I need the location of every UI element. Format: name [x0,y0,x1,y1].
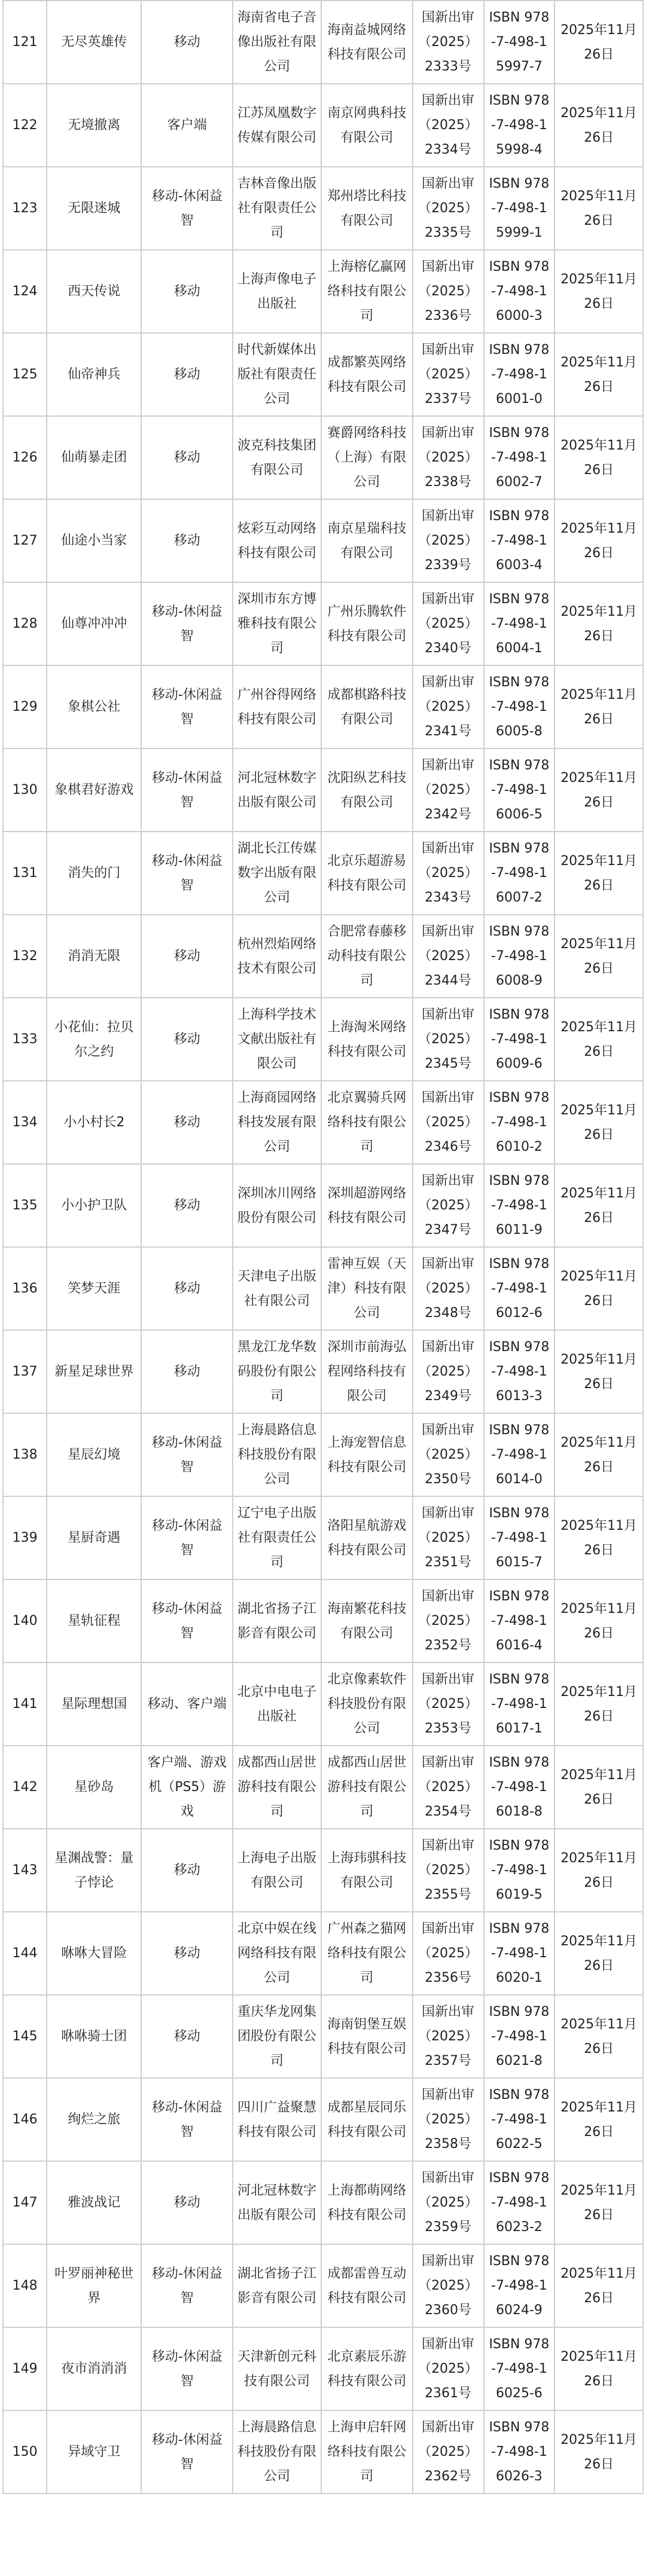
row-number: 128 [3,582,47,665]
game-platform: 移动 [141,250,233,333]
game-name: 象棋君好游戏 [47,748,141,832]
operator-name: 北京乐超游易科技有限公司 [321,832,413,915]
row-number: 127 [3,499,47,582]
approval-date: 2025年11月26日 [554,1081,643,1164]
operator-name: 成都繁英网络科技有限公司 [321,333,413,416]
operator-name: 广州乐腾软件科技有限公司 [321,582,413,665]
publisher-name: 北京中娱在线网络科技有限公司 [233,1912,321,1995]
approval-number: 国新出审（2025）2341号 [413,665,484,748]
row-number: 121 [3,1,47,84]
approval-date: 2025年11月26日 [554,1330,643,1413]
game-name: 笑梦天涯 [47,1247,141,1330]
approval-number: 国新出审（2025）2362号 [413,2410,484,2494]
isbn-number: ISBN 978-7-498-16014-0 [484,1413,555,1496]
game-platform: 移动-休闲益智 [141,582,233,665]
isbn-number: ISBN 978-7-498-16023-2 [484,2161,555,2244]
approval-date: 2025年11月26日 [554,832,643,915]
approval-number: 国新出审（2025）2361号 [413,2327,484,2410]
table-row [3,582,643,665]
publisher-name: 重庆华龙网集团股份有限公司 [233,1995,321,2078]
approval-number: 国新出审（2025）2356号 [413,1912,484,1995]
game-name: 星厨奇遇 [47,1496,141,1579]
publisher-name: 上海晨路信息科技股份有限公司 [233,1413,321,1496]
approval-number: 国新出审（2025）2359号 [413,2161,484,2244]
approval-date: 2025年11月26日 [554,1829,643,1912]
table-row [3,1413,643,1496]
approval-number: 国新出审（2025）2336号 [413,250,484,333]
approval-date: 2025年11月26日 [554,1247,643,1330]
approval-date: 2025年11月26日 [554,250,643,333]
approval-number: 国新出审（2025）2342号 [413,748,484,832]
operator-name: 赛爵网络科技（上海）有限公司 [321,416,413,499]
approval-date: 2025年11月26日 [554,1164,643,1247]
game-name: 无限迷城 [47,167,141,250]
operator-name: 深圳市前海弘程网络科技有限公司 [321,1330,413,1413]
operator-name: 北京像素软件科技股份有限公司 [321,1663,413,1746]
row-number: 125 [3,333,47,416]
table-row [3,416,643,499]
approval-number: 国新出审（2025）2337号 [413,333,484,416]
isbn-number: ISBN 978-7-498-16001-0 [484,333,555,416]
operator-name: 上海申启轩网络科技有限公司 [321,2410,413,2494]
table-row [3,250,643,333]
operator-name: 洛阳星航游戏科技有限公司 [321,1496,413,1579]
publisher-name: 江苏凤凰数字传媒有限公司 [233,84,321,167]
table-row [3,1746,643,1829]
publisher-name: 四川广益聚慧科技有限公司 [233,2078,321,2161]
isbn-number: ISBN 978-7-498-16018-8 [484,1746,555,1829]
row-number: 149 [3,2327,47,2410]
publisher-name: 湖北省扬子江影音有限公司 [233,2244,321,2327]
approval-date: 2025年11月26日 [554,416,643,499]
game-name: 咻咻骑士团 [47,1995,141,2078]
game-platform: 移动 [141,416,233,499]
approval-date: 2025年11月26日 [554,1746,643,1829]
operator-name: 成都西山居世游科技有限公司 [321,1746,413,1829]
isbn-number: ISBN 978-7-498-16007-2 [484,832,555,915]
row-number: 124 [3,250,47,333]
game-name: 星轨征程 [47,1579,141,1663]
publisher-name: 天津新创元科技有限公司 [233,2327,321,2410]
game-platform: 移动 [141,915,233,998]
isbn-number: ISBN 978-7-498-16025-6 [484,2327,555,2410]
game-name: 小小护卫队 [47,1164,141,1247]
approval-date: 2025年11月26日 [554,2078,643,2161]
table-row [3,748,643,832]
publisher-name: 上海电子出版有限公司 [233,1829,321,1912]
approval-date: 2025年11月26日 [554,1912,643,1995]
row-number: 137 [3,1330,47,1413]
game-name: 消消无限 [47,915,141,998]
operator-name: 海南钥堡互娱科技有限公司 [321,1995,413,2078]
table-row [3,2410,643,2494]
approval-number: 国新出审（2025）2351号 [413,1496,484,1579]
row-number: 122 [3,84,47,167]
isbn-number: ISBN 978-7-498-15998-4 [484,84,555,167]
table-row [3,1,643,84]
game-name: 星渊战警：量子悖论 [47,1829,141,1912]
table-row [3,499,643,582]
operator-name: 深圳超游网络科技有限公司 [321,1164,413,1247]
table-row [3,2161,643,2244]
isbn-number: ISBN 978-7-498-15999-1 [484,167,555,250]
approval-number: 国新出审（2025）2335号 [413,167,484,250]
publisher-name: 成都西山居世游科技有限公司 [233,1746,321,1829]
game-platform: 客户端 [141,84,233,167]
publisher-name: 广州谷得网络科技有限公司 [233,665,321,748]
approval-number: 国新出审（2025）2346号 [413,1081,484,1164]
game-platform: 移动-休闲益智 [141,1579,233,1663]
game-name: 消失的门 [47,832,141,915]
approval-number: 国新出审（2025）2349号 [413,1330,484,1413]
game-platform: 移动-休闲益智 [141,832,233,915]
game-platform: 移动 [141,2161,233,2244]
approval-number: 国新出审（2025）2352号 [413,1579,484,1663]
row-number: 150 [3,2410,47,2494]
operator-name: 海南繁花科技有限公司 [321,1579,413,1663]
approval-date: 2025年11月26日 [554,1,643,84]
row-number: 135 [3,1164,47,1247]
game-platform: 移动 [141,1,233,84]
game-platform: 移动-休闲益智 [141,1413,233,1496]
table-row [3,1247,643,1330]
row-number: 136 [3,1247,47,1330]
game-platform: 客户端、游戏机（PS5）游戏 [141,1746,233,1829]
game-name: 小花仙：拉贝尔之约 [47,998,141,1081]
operator-name: 雷神互娱（天津）科技有限公司 [321,1247,413,1330]
publisher-name: 时代新媒体出版社有限责任公司 [233,333,321,416]
game-platform: 移动-休闲益智 [141,2327,233,2410]
approval-number: 国新出审（2025）2333号 [413,1,484,84]
publisher-name: 波克科技集团有限公司 [233,416,321,499]
publisher-name: 天津电子出版社有限公司 [233,1247,321,1330]
approval-date: 2025年11月26日 [554,333,643,416]
game-platform: 移动 [141,499,233,582]
row-number: 140 [3,1579,47,1663]
game-platform: 移动 [141,1912,233,1995]
approval-date: 2025年11月26日 [554,1995,643,2078]
isbn-number: ISBN 978-7-498-16004-1 [484,582,555,665]
approval-date: 2025年11月26日 [554,1663,643,1746]
table-row [3,915,643,998]
isbn-number: ISBN 978-7-498-16011-9 [484,1164,555,1247]
operator-name: 合肥常春藤移动科技有限公司 [321,915,413,998]
row-number: 132 [3,915,47,998]
publisher-name: 辽宁电子出版社有限责任公司 [233,1496,321,1579]
game-name: 新星足球世界 [47,1330,141,1413]
row-number: 123 [3,167,47,250]
row-number: 134 [3,1081,47,1164]
approval-date: 2025年11月26日 [554,915,643,998]
isbn-number: ISBN 978-7-498-16024-9 [484,2244,555,2327]
game-name: 叶罗丽神秘世界 [47,2244,141,2327]
publisher-name: 上海晨路信息科技股份有限公司 [233,2410,321,2494]
game-name: 星际理想国 [47,1663,141,1746]
game-name: 夜市消消消 [47,2327,141,2410]
table-row [3,1330,643,1413]
game-platform: 移动 [141,1164,233,1247]
isbn-number: ISBN 978-7-498-16003-4 [484,499,555,582]
row-number: 148 [3,2244,47,2327]
approval-table [2,0,644,2494]
table-row [3,1579,643,1663]
game-platform: 移动、客户端 [141,1663,233,1746]
approval-date: 2025年11月26日 [554,499,643,582]
game-platform: 移动 [141,1081,233,1164]
isbn-number: ISBN 978-7-498-16005-8 [484,665,555,748]
game-platform: 移动 [141,1330,233,1413]
table-row [3,167,643,250]
game-name: 异域守卫 [47,2410,141,2494]
game-platform: 移动-休闲益智 [141,665,233,748]
table-row [3,2244,643,2327]
isbn-number: ISBN 978-7-498-16012-6 [484,1247,555,1330]
isbn-number: ISBN 978-7-498-15997-7 [484,1,555,84]
game-platform: 移动 [141,1995,233,2078]
publisher-name: 黑龙江龙华数码股份有限公司 [233,1330,321,1413]
approval-number: 国新出审（2025）2355号 [413,1829,484,1912]
publisher-name: 河北冠林数字出版有限公司 [233,748,321,832]
table-row [3,832,643,915]
operator-name: 南京网典科技有限公司 [321,84,413,167]
approval-number: 国新出审（2025）2358号 [413,2078,484,2161]
row-number: 145 [3,1995,47,2078]
row-number: 130 [3,748,47,832]
table-row [3,1663,643,1746]
row-number: 129 [3,665,47,748]
approval-number: 国新出审（2025）2354号 [413,1746,484,1829]
game-name: 无尽英雄传 [47,1,141,84]
isbn-number: ISBN 978-7-498-16017-1 [484,1663,555,1746]
publisher-name: 河北冠林数字出版有限公司 [233,2161,321,2244]
table-body [3,1,643,2494]
row-number: 138 [3,1413,47,1496]
publisher-name: 吉林音像出版社有限责任公司 [233,167,321,250]
approval-number: 国新出审（2025）2357号 [413,1995,484,2078]
approval-number: 国新出审（2025）2340号 [413,582,484,665]
approval-date: 2025年11月26日 [554,1579,643,1663]
game-name: 仙尊冲冲冲 [47,582,141,665]
operator-name: 郑州塔比科技有限公司 [321,167,413,250]
approval-date: 2025年11月26日 [554,582,643,665]
approval-date: 2025年11月26日 [554,2244,643,2327]
game-name: 西天传说 [47,250,141,333]
row-number: 144 [3,1912,47,1995]
operator-name: 沈阳纵艺科技有限公司 [321,748,413,832]
table-row [3,1995,643,2078]
game-platform: 移动 [141,998,233,1081]
operator-name: 成都雷兽互动科技有限公司 [321,2244,413,2327]
approval-date: 2025年11月26日 [554,2410,643,2494]
approval-number: 国新出审（2025）2347号 [413,1164,484,1247]
game-platform: 移动 [141,1247,233,1330]
publisher-name: 湖北省扬子江影音有限公司 [233,1579,321,1663]
game-platform: 移动-休闲益智 [141,2410,233,2494]
row-number: 126 [3,416,47,499]
game-name: 雅波战记 [47,2161,141,2244]
table-row [3,665,643,748]
isbn-number: ISBN 978-7-498-16000-3 [484,250,555,333]
game-name: 仙帝神兵 [47,333,141,416]
table-row [3,2327,643,2410]
approval-date: 2025年11月26日 [554,998,643,1081]
operator-name: 上海淘米网络科技有限公司 [321,998,413,1081]
approval-date: 2025年11月26日 [554,748,643,832]
game-name: 星砂岛 [47,1746,141,1829]
approval-number: 国新出审（2025）2338号 [413,416,484,499]
approval-number: 国新出审（2025）2345号 [413,998,484,1081]
row-number: 131 [3,832,47,915]
publisher-name: 上海声像电子出版社 [233,250,321,333]
isbn-number: ISBN 978-7-498-16006-5 [484,748,555,832]
isbn-number: ISBN 978-7-498-16022-5 [484,2078,555,2161]
operator-name: 成都星辰同乐科技有限公司 [321,2078,413,2161]
operator-name: 北京素辰乐游科技有限公司 [321,2327,413,2410]
game-name: 仙萌暴走团 [47,416,141,499]
isbn-number: ISBN 978-7-498-16009-6 [484,998,555,1081]
row-number: 142 [3,1746,47,1829]
publisher-name: 深圳冰川网络股份有限公司 [233,1164,321,1247]
approval-date: 2025年11月26日 [554,84,643,167]
isbn-number: ISBN 978-7-498-16016-4 [484,1579,555,1663]
table-row [3,1829,643,1912]
row-number: 133 [3,998,47,1081]
approval-date: 2025年11月26日 [554,665,643,748]
approval-number: 国新出审（2025）2350号 [413,1413,484,1496]
game-platform: 移动 [141,1829,233,1912]
game-name: 咻咻大冒险 [47,1912,141,1995]
approval-date: 2025年11月26日 [554,2327,643,2410]
isbn-number: ISBN 978-7-498-16021-8 [484,1995,555,2078]
operator-name: 上海都萌网络科技有限公司 [321,2161,413,2244]
publisher-name: 深圳市东方博雅科技有限公司 [233,582,321,665]
game-platform: 移动-休闲益智 [141,2244,233,2327]
isbn-number: ISBN 978-7-498-16002-7 [484,416,555,499]
game-name: 绚烂之旅 [47,2078,141,2161]
operator-name: 海南益城网络科技有限公司 [321,1,413,84]
game-platform: 移动 [141,333,233,416]
isbn-number: ISBN 978-7-498-16026-3 [484,2410,555,2494]
approval-number: 国新出审（2025）2343号 [413,832,484,915]
game-platform: 移动-休闲益智 [141,167,233,250]
operator-name: 北京翼骑兵网络科技有限公司 [321,1081,413,1164]
publisher-name: 北京中电电子出版社 [233,1663,321,1746]
approval-date: 2025年11月26日 [554,167,643,250]
publisher-name: 杭州烈焰网络技术有限公司 [233,915,321,998]
row-number: 139 [3,1496,47,1579]
operator-name: 成都棋路科技有限公司 [321,665,413,748]
operator-name: 南京星瑞科技有限公司 [321,499,413,582]
publisher-name: 上海商园网络科技发展有限公司 [233,1081,321,1164]
isbn-number: ISBN 978-7-498-16019-5 [484,1829,555,1912]
game-name: 小小村长2 [47,1081,141,1164]
publisher-name: 海南省电子音像出版社有限公司 [233,1,321,84]
table-row [3,333,643,416]
operator-name: 广州森之猫网络科技有限公司 [321,1912,413,1995]
approval-number: 国新出审（2025）2334号 [413,84,484,167]
isbn-number: ISBN 978-7-498-16008-9 [484,915,555,998]
row-number: 147 [3,2161,47,2244]
isbn-number: ISBN 978-7-498-16010-2 [484,1081,555,1164]
publisher-name: 炫彩互动网络科技有限公司 [233,499,321,582]
game-name: 仙途小当家 [47,499,141,582]
operator-name: 上海榕亿赢网络科技有限公司 [321,250,413,333]
isbn-number: ISBN 978-7-498-16020-1 [484,1912,555,1995]
approval-date: 2025年11月26日 [554,1496,643,1579]
approval-number: 国新出审（2025）2360号 [413,2244,484,2327]
table-row [3,2078,643,2161]
isbn-number: ISBN 978-7-498-16013-3 [484,1330,555,1413]
operator-name: 上海宠智信息科技有限公司 [321,1413,413,1496]
game-name: 无境撤离 [47,84,141,167]
row-number: 143 [3,1829,47,1912]
approval-number: 国新出审（2025）2339号 [413,499,484,582]
table-row [3,84,643,167]
table-row [3,998,643,1081]
game-name: 星辰幻境 [47,1413,141,1496]
row-number: 141 [3,1663,47,1746]
row-number: 146 [3,2078,47,2161]
approval-number: 国新出审（2025）2348号 [413,1247,484,1330]
approval-date: 2025年11月26日 [554,2161,643,2244]
game-platform: 移动-休闲益智 [141,1496,233,1579]
game-name: 象棋公社 [47,665,141,748]
operator-name: 上海玮骐科技有限公司 [321,1829,413,1912]
game-platform: 移动-休闲益智 [141,748,233,832]
table-row [3,1912,643,1995]
table-row [3,1496,643,1579]
game-platform: 移动-休闲益智 [141,2078,233,2161]
publisher-name: 上海科学技术文献出版社有限公司 [233,998,321,1081]
approval-date: 2025年11月26日 [554,1413,643,1496]
table-row [3,1081,643,1164]
table-row [3,1164,643,1247]
approval-number: 国新出审（2025）2353号 [413,1663,484,1746]
publisher-name: 湖北长江传媒数字出版有限公司 [233,832,321,915]
isbn-number: ISBN 978-7-498-16015-7 [484,1496,555,1579]
approval-number: 国新出审（2025）2344号 [413,915,484,998]
